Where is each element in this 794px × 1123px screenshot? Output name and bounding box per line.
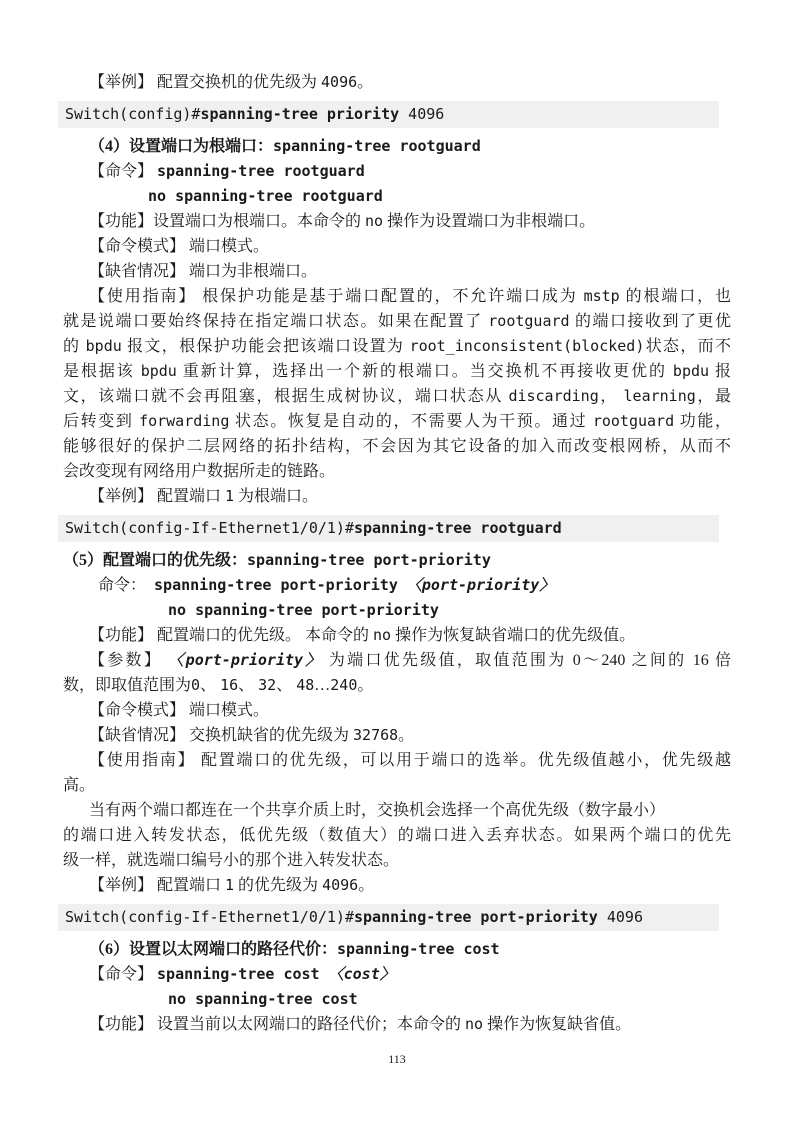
text-run: 的优先级为 bbox=[234, 877, 323, 894]
text-run: 重新计算，选择出一个新的根端口。当交换机不再接收更优的 bbox=[176, 363, 673, 380]
text-run: （6）设置以太网端口的路径代价： bbox=[89, 941, 338, 958]
text-line bbox=[63, 384, 731, 409]
command-text-run: Switch(config-If-Ethernet1/0/1)# bbox=[65, 908, 354, 926]
text-run: 【功能】 配置端口的优先级。 本命令的 bbox=[89, 627, 374, 644]
text-line bbox=[63, 798, 731, 823]
text-run: 。 bbox=[357, 677, 374, 694]
text-run: 1 bbox=[225, 876, 235, 894]
text-line bbox=[63, 409, 731, 434]
text-line bbox=[63, 209, 731, 234]
text-run: no spanning-tree cost bbox=[168, 990, 358, 1008]
command-line bbox=[58, 904, 719, 931]
text-run: 的根端口，也 bbox=[619, 288, 731, 305]
text-run: spanning-tree port-priority bbox=[154, 576, 407, 594]
text-run: no bbox=[373, 626, 392, 644]
text-run: （4）设置端口为根端口： bbox=[89, 138, 274, 155]
text-run: 4096 bbox=[321, 73, 358, 91]
text-run: 数，即取值范围为 bbox=[63, 677, 192, 694]
text-line bbox=[63, 723, 731, 748]
command-text-run: spanning-tree rootguard bbox=[353, 519, 562, 537]
text-run: 文，该端口就不会再阻塞，根据生成树协议，端口状态从 bbox=[63, 388, 509, 405]
text-run: 【参数】 bbox=[89, 652, 169, 669]
text-run: 操作为恢复缺省端口的优先级值。 bbox=[391, 627, 636, 644]
text-run: 〈cost〉 bbox=[328, 965, 395, 983]
text-run: 0 bbox=[191, 676, 201, 694]
text-run: 〈port-priority〉 bbox=[168, 651, 323, 669]
text-run: bpdu bbox=[140, 362, 177, 380]
text-line bbox=[63, 748, 731, 773]
text-line bbox=[63, 698, 731, 723]
text-run: no bbox=[365, 212, 384, 230]
command-line bbox=[58, 101, 719, 128]
text-line bbox=[63, 623, 731, 648]
text-run: 【使用指南】 根保护功能是基于端口配置的，不允许端口成为 bbox=[89, 288, 584, 305]
text-run: rootguard bbox=[592, 412, 675, 430]
text-line bbox=[63, 434, 731, 459]
text-run: 16 bbox=[220, 676, 239, 694]
text-line bbox=[63, 573, 731, 598]
text-run: bpdu bbox=[85, 337, 122, 355]
document-body bbox=[63, 70, 731, 1037]
text-line bbox=[63, 484, 731, 509]
text-run: 〈port-priority〉 bbox=[406, 576, 555, 594]
text-run: 就是说端口要始终保持在指定端口状态。如果在配置了 bbox=[63, 313, 489, 330]
text-run: no spanning-tree rootguard bbox=[148, 187, 383, 205]
section-heading bbox=[63, 134, 731, 159]
text-line bbox=[63, 598, 731, 623]
command-text-run: Switch(config)# bbox=[65, 105, 201, 123]
text-run: no bbox=[465, 1015, 484, 1033]
section-heading bbox=[63, 548, 731, 573]
text-run: 【使用指南】 配置端口的优先级，可以用于端口的选举。优先级值越小，优先级越 bbox=[89, 752, 731, 769]
text-run: 32 bbox=[258, 676, 277, 694]
text-run: 为根端口。 bbox=[234, 488, 319, 505]
command-text-run: spanning-tree priority bbox=[200, 105, 400, 123]
text-line bbox=[63, 648, 731, 673]
text-line bbox=[63, 359, 731, 384]
command-text-run: Switch(config-If-Ethernet1/0/1)# bbox=[65, 519, 354, 537]
text-run: 的端口接收到了更优 bbox=[569, 313, 731, 330]
text-run: 操作为恢复缺省值。 bbox=[483, 1016, 632, 1033]
text-run: spanning-tree port-priority bbox=[247, 551, 491, 569]
section-heading bbox=[63, 937, 731, 962]
text-run: 【缺省情况】 交换机缺省的优先级为 bbox=[89, 727, 354, 744]
text-line bbox=[63, 459, 731, 484]
text-run: spanning-tree rootguard bbox=[157, 162, 365, 180]
text-line bbox=[63, 823, 731, 848]
text-run: 。 bbox=[358, 877, 375, 894]
text-run: 报文，根保护功能会把该端口设置为 bbox=[121, 338, 410, 355]
text-run: 1 bbox=[225, 487, 235, 505]
text-line bbox=[63, 184, 731, 209]
text-run: discarding bbox=[508, 387, 599, 405]
command-text-run: spanning-tree port-priority bbox=[353, 908, 598, 926]
text-run: （5）配置端口的优先级： bbox=[63, 552, 248, 569]
text-run: 操作为设置端口为非根端口。 bbox=[383, 213, 596, 230]
text-line bbox=[63, 987, 731, 1012]
text-run: 状态。恢复是自动的，不需要人为干预。通过 bbox=[229, 413, 593, 430]
text-run: 的 bbox=[63, 338, 86, 355]
text-run: spanning-tree rootguard bbox=[273, 137, 481, 155]
text-run: 32768 bbox=[353, 726, 399, 744]
text-run: forwarding bbox=[139, 412, 230, 430]
text-line bbox=[63, 70, 731, 95]
text-line bbox=[63, 962, 731, 987]
text-run: 级一样，就选端口编号小的那个进入转发状态。 bbox=[63, 852, 400, 869]
text-run: 会改变现有网络用户数据所走的链路。 bbox=[63, 463, 336, 480]
text-line bbox=[63, 673, 731, 698]
text-run: 【举例】 配置端口 bbox=[89, 877, 226, 894]
text-run: 【缺省情况】 端口为非根端口。 bbox=[89, 263, 318, 280]
text-run: 48 bbox=[296, 676, 315, 694]
text-run: rootguard bbox=[488, 312, 570, 330]
page-number: 113 bbox=[388, 1052, 406, 1066]
text-run: mstp bbox=[583, 287, 620, 305]
text-run: 【命令模式】 端口模式。 bbox=[89, 702, 270, 719]
text-run: 。 bbox=[398, 727, 415, 744]
text-run: 高。 bbox=[63, 777, 96, 794]
text-run: 的端口进入转发状态，低优先级（数值大）的端口进入丢弃状态。如果两个端口的优先 bbox=[63, 827, 731, 844]
text-line bbox=[63, 848, 731, 873]
text-run: 、 bbox=[200, 677, 221, 694]
text-run: ， bbox=[598, 388, 624, 405]
text-run: 【举例】 配置交换机的优先级为 bbox=[89, 74, 322, 91]
text-line bbox=[63, 259, 731, 284]
text-run: 后转变到 bbox=[63, 413, 140, 430]
text-run: 【功能】设置端口为根端口。本命令的 bbox=[89, 213, 366, 230]
text-run: 【命令】 bbox=[89, 163, 158, 180]
page-footer bbox=[0, 1052, 794, 1067]
text-run: 命令： bbox=[98, 577, 155, 594]
text-run: spanning-tree cost bbox=[337, 940, 500, 958]
text-run: 4096 bbox=[322, 876, 359, 894]
text-run: 、 bbox=[238, 677, 259, 694]
text-run: 报 bbox=[709, 363, 731, 380]
text-line bbox=[63, 773, 731, 798]
text-run: learning bbox=[623, 387, 696, 405]
text-run: 【命令模式】 端口模式。 bbox=[89, 238, 270, 255]
text-line bbox=[63, 334, 731, 359]
text-line bbox=[63, 1012, 731, 1037]
text-line bbox=[63, 284, 731, 309]
text-run: root_inconsistent(blocked) bbox=[409, 337, 645, 355]
text-run: 【举例】 配置端口 bbox=[89, 488, 226, 505]
text-run: 状态，而不 bbox=[644, 338, 731, 355]
text-run: no spanning-tree port-priority bbox=[168, 601, 439, 619]
text-run: 、 bbox=[276, 677, 297, 694]
text-run: 能够很好的保护二层网络的拓扑结构，不会因为其它设备的加入而改变根网桥，从而不 bbox=[63, 438, 731, 455]
text-line bbox=[63, 309, 731, 334]
text-run: 【功能】 设置当前以太网端口的路径代价；本命令的 bbox=[89, 1016, 466, 1033]
text-line bbox=[63, 159, 731, 184]
text-run: spanning-tree cost bbox=[157, 965, 329, 983]
text-run: ，最 bbox=[695, 388, 731, 405]
command-text-run: 4096 bbox=[597, 908, 643, 926]
text-run: 是根据该 bbox=[63, 363, 141, 380]
text-run: 为端口优先级值，取值范围为 0～240 之间的 16 倍 bbox=[322, 652, 731, 669]
text-run: 240 bbox=[330, 676, 358, 694]
text-run: 【命令】 bbox=[89, 966, 158, 983]
text-run: … bbox=[314, 677, 331, 694]
text-line bbox=[63, 873, 731, 898]
text-run: bpdu bbox=[672, 362, 710, 380]
command-line bbox=[58, 515, 719, 542]
text-line bbox=[63, 234, 731, 259]
text-run: 。 bbox=[357, 74, 374, 91]
command-text-run: 4096 bbox=[399, 105, 445, 123]
text-run: 功能， bbox=[674, 413, 731, 430]
text-run: 当有两个端口都连在一个共享介质上时，交换机会选择一个高优先级（数字最小） bbox=[89, 802, 666, 819]
